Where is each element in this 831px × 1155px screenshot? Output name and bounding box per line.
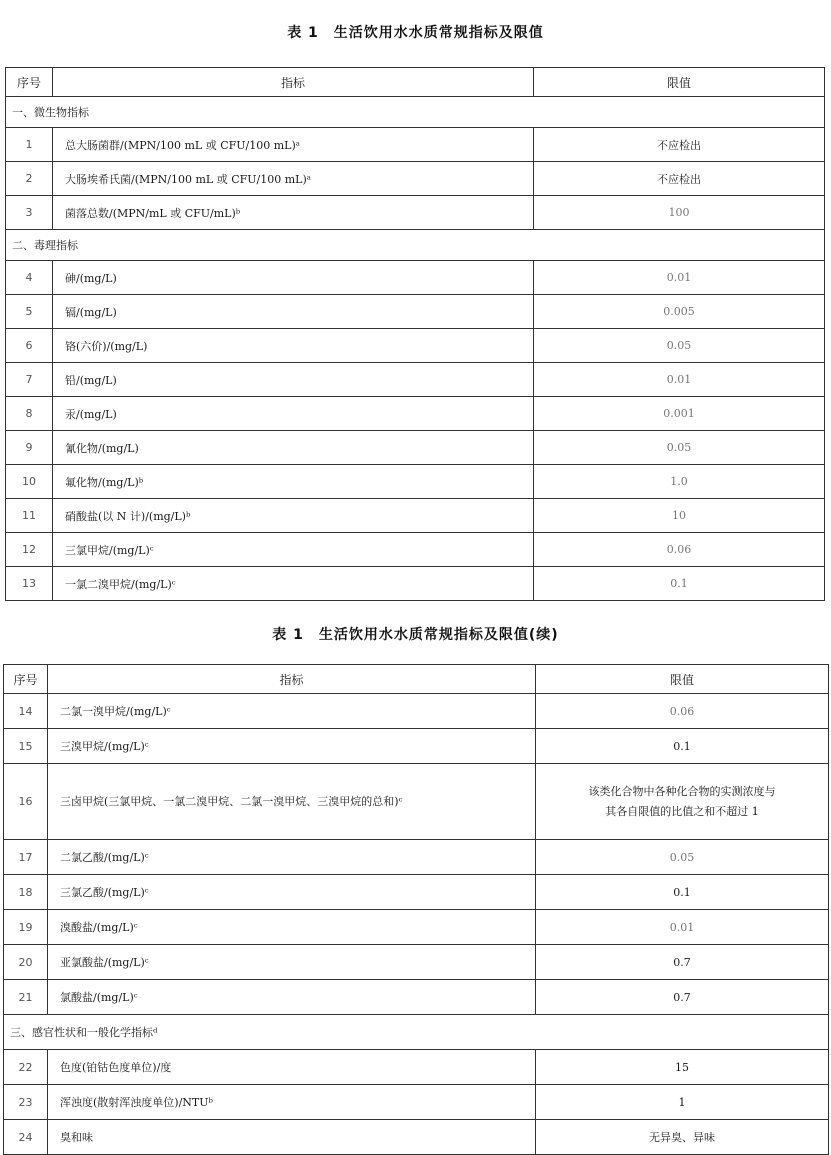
row-number: 14 (4, 694, 48, 729)
row-number: 9 (6, 431, 53, 465)
row-indicator: 砷/(mg/L) (53, 261, 534, 295)
header-limit: 限值 (534, 68, 825, 97)
row-limit: 0.05 (534, 431, 825, 465)
row-indicator: 亚氯酸盐/(mg/L)ᶜ (48, 945, 536, 980)
row-number: 6 (6, 329, 53, 363)
table-row (6, 397, 825, 431)
table-row (4, 980, 829, 1015)
table-row (6, 567, 825, 601)
row-limit: 15 (536, 1050, 829, 1085)
table-header-row (4, 665, 829, 694)
header-serial-no: 序号 (6, 68, 53, 97)
row-limit: 0.1 (534, 567, 825, 601)
table-row (4, 1120, 829, 1155)
row-number: 4 (6, 261, 53, 295)
row-indicator: 一氯二溴甲烷/(mg/L)ᶜ (53, 567, 534, 601)
row-indicator: 三氯甲烷/(mg/L)ᶜ (53, 533, 534, 567)
row-indicator: 氰化物/(mg/L) (53, 431, 534, 465)
row-number: 23 (4, 1085, 48, 1120)
row-limit: 1.0 (534, 465, 825, 499)
row-number: 7 (6, 363, 53, 397)
table-row (6, 196, 825, 230)
row-number: 3 (6, 196, 53, 230)
row-limit: 0.06 (536, 694, 829, 729)
row-limit: 1 (536, 1085, 829, 1120)
row-indicator: 三卤甲烷(三氯甲烷、一氯二溴甲烷、二氯一溴甲烷、三溴甲烷的总和)ᶜ (48, 764, 536, 840)
row-indicator: 氯酸盐/(mg/L)ᶜ (48, 980, 536, 1015)
section-row (6, 97, 825, 128)
header-indicator: 指标 (53, 68, 534, 97)
table-row (4, 764, 829, 840)
table-row (6, 128, 825, 162)
row-limit: 0.7 (536, 945, 829, 980)
table-row (4, 910, 829, 945)
section-title: 二、毒理指标 (6, 230, 825, 261)
row-number: 8 (6, 397, 53, 431)
section-title: 三、感官性状和一般化学指标ᵈ (4, 1015, 829, 1050)
row-number: 22 (4, 1050, 48, 1085)
table-row (6, 431, 825, 465)
row-number: 5 (6, 295, 53, 329)
row-indicator: 二氯乙酸/(mg/L)ᶜ (48, 840, 536, 875)
row-number: 17 (4, 840, 48, 875)
row-limit: 0.05 (534, 329, 825, 363)
row-indicator: 铬(六价)/(mg/L) (53, 329, 534, 363)
row-indicator: 二氯一溴甲烷/(mg/L)ᶜ (48, 694, 536, 729)
row-indicator: 氟化物/(mg/L)ᵇ (53, 465, 534, 499)
row-limit: 不应检出 (534, 162, 825, 196)
water-quality-table-continued (3, 664, 829, 1155)
header-serial-no: 序号 (4, 665, 48, 694)
table-row (6, 363, 825, 397)
row-indicator: 铅/(mg/L) (53, 363, 534, 397)
table-row (6, 533, 825, 567)
row-limit: 该类化合物中各种化合物的实测浓度与其各自限值的比值之和不超过 1 (536, 764, 829, 840)
row-number: 24 (4, 1120, 48, 1155)
row-number: 20 (4, 945, 48, 980)
row-limit: 0.005 (534, 295, 825, 329)
row-limit: 0.01 (534, 363, 825, 397)
row-number: 11 (6, 499, 53, 533)
row-indicator: 大肠埃希氏菌/(MPN/100 mL 或 CFU/100 mL)ᵃ (53, 162, 534, 196)
header-limit: 限值 (536, 665, 829, 694)
table-row (6, 295, 825, 329)
row-number: 19 (4, 910, 48, 945)
row-limit: 不应检出 (534, 128, 825, 162)
table-row (4, 840, 829, 875)
table-1-caption: 表 1 生活饮用水水质常规指标及限值 (287, 25, 544, 41)
row-limit: 0.1 (536, 729, 829, 764)
row-limit: 0.001 (534, 397, 825, 431)
table-row (6, 499, 825, 533)
table-row (6, 162, 825, 196)
row-limit: 0.7 (536, 980, 829, 1015)
row-indicator: 三溴甲烷/(mg/L)ᶜ (48, 729, 536, 764)
table-row (6, 329, 825, 363)
row-indicator: 总大肠菌群/(MPN/100 mL 或 CFU/100 mL)ᵃ (53, 128, 534, 162)
row-limit: 0.1 (536, 875, 829, 910)
table-row (4, 694, 829, 729)
row-number: 21 (4, 980, 48, 1015)
water-quality-table (5, 67, 825, 601)
table-header-row (6, 68, 825, 97)
row-number: 2 (6, 162, 53, 196)
table-row (4, 945, 829, 980)
row-indicator: 菌落总数/(MPN/mL 或 CFU/mL)ᵇ (53, 196, 534, 230)
row-number: 10 (6, 465, 53, 499)
row-limit: 0.06 (534, 533, 825, 567)
table-1-continued-caption: 表 1 生活饮用水水质常规指标及限值(续) (272, 627, 559, 643)
row-indicator: 色度(铂钴色度单位)/度 (48, 1050, 536, 1085)
row-number: 13 (6, 567, 53, 601)
section-row (4, 1015, 829, 1050)
table-row (4, 729, 829, 764)
row-indicator: 浑浊度(散射浑浊度单位)/NTUᵇ (48, 1085, 536, 1120)
row-limit: 无异臭、异味 (536, 1120, 829, 1155)
table-row (6, 465, 825, 499)
row-number: 16 (4, 764, 48, 840)
row-number: 18 (4, 875, 48, 910)
row-indicator: 三氯乙酸/(mg/L)ᶜ (48, 875, 536, 910)
table-row (4, 1050, 829, 1085)
row-limit: 0.01 (534, 261, 825, 295)
header-indicator: 指标 (48, 665, 536, 694)
row-indicator: 镉/(mg/L) (53, 295, 534, 329)
row-number: 1 (6, 128, 53, 162)
table-row (6, 261, 825, 295)
row-indicator: 溴酸盐/(mg/L)ᶜ (48, 910, 536, 945)
row-limit: 0.01 (536, 910, 829, 945)
row-indicator: 硝酸盐(以 N 计)/(mg/L)ᵇ (53, 499, 534, 533)
table-row (4, 1085, 829, 1120)
section-row (6, 230, 825, 261)
row-indicator: 臭和味 (48, 1120, 536, 1155)
row-limit: 0.05 (536, 840, 829, 875)
row-limit: 10 (534, 499, 825, 533)
section-title: 一、微生物指标 (6, 97, 825, 128)
row-indicator: 汞/(mg/L) (53, 397, 534, 431)
row-limit: 100 (534, 196, 825, 230)
row-number: 12 (6, 533, 53, 567)
table-row (4, 875, 829, 910)
row-number: 15 (4, 729, 48, 764)
